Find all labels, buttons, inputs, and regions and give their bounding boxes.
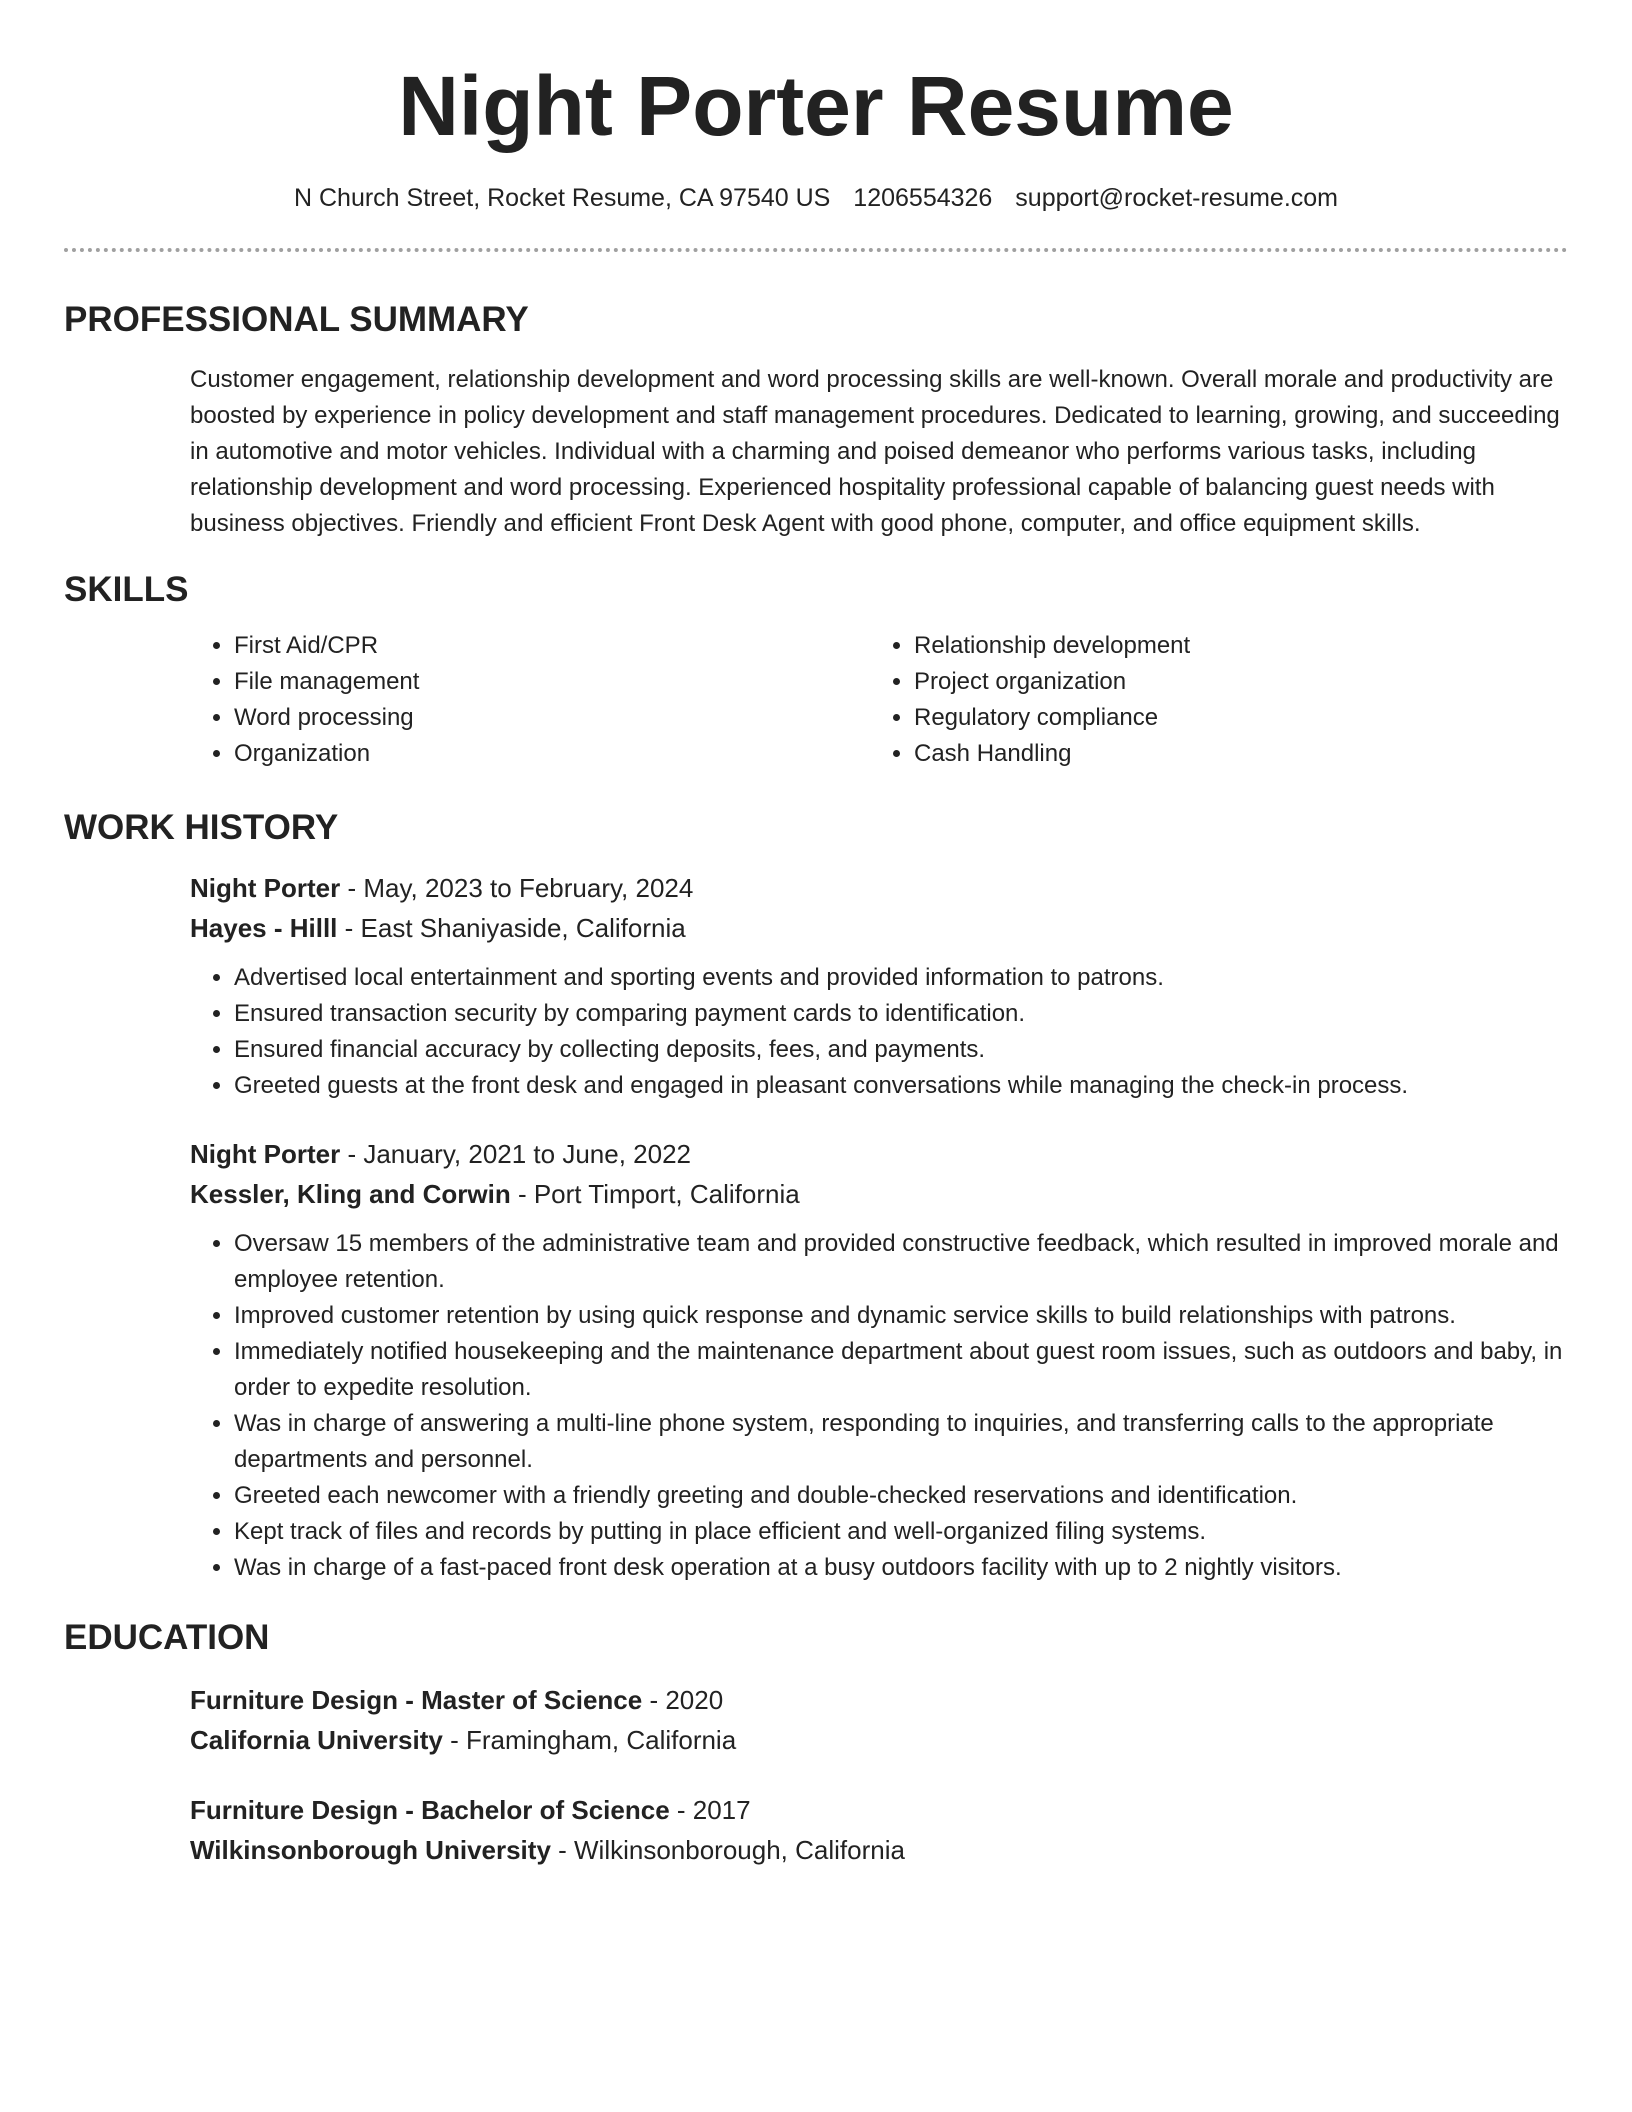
job-entry	[64, 868, 1568, 1104]
education-school-line	[190, 1720, 1568, 1760]
skill-item: • Project organization	[914, 664, 1550, 700]
education-year: - 2020	[642, 1685, 724, 1715]
job-title-line	[190, 868, 1568, 908]
job-entry	[64, 1134, 1568, 1586]
education-school-line	[190, 1830, 1568, 1870]
resume-title: Night Porter Resume	[398, 59, 1234, 153]
job-company-line	[190, 908, 1568, 948]
job-bullet: • Ensured transaction security by comparing payment cards to identification.	[234, 996, 1568, 1032]
education-degree-line	[190, 1680, 1568, 1720]
skill-item: • Regulatory compliance	[914, 700, 1550, 736]
education-entry	[64, 1680, 1568, 1760]
job-bullet: • Ensured financial accuracy by collecting deposits, fees, and payments.	[234, 1032, 1568, 1068]
job-title-line	[190, 1134, 1568, 1174]
job-role: Night Porter	[190, 1139, 341, 1169]
job-dates: - January, 2021 to June, 2022	[340, 1139, 691, 1169]
job-bullet: • Advertised local entertainment and sporting events and provided information to patrons.	[234, 960, 1568, 996]
job-role: Night Porter	[190, 873, 341, 903]
education-degree: Furniture Design - Master of Science	[190, 1685, 643, 1715]
job-bullet: • Oversaw 15 members of the administrative team and provided constructive feedback, which resulted in improved morale and employee retention.	[234, 1226, 1568, 1298]
education-heading: EDUCATION	[64, 1618, 270, 1657]
job-location: - East Shaniyaside, California	[337, 913, 686, 943]
education-degree-line	[190, 1790, 1568, 1830]
skills-heading: SKILLS	[64, 570, 189, 609]
job-location: - Port Timport, California	[510, 1179, 800, 1209]
skills-list	[190, 628, 1568, 772]
education-year: - 2017	[669, 1795, 751, 1825]
work-section	[64, 806, 1568, 1586]
summary-section	[64, 298, 1568, 542]
skill-item: • File management	[234, 664, 870, 700]
skill-item: • Relationship development	[914, 628, 1550, 664]
skills-column-right	[870, 628, 1550, 772]
resume-header	[64, 0, 1568, 214]
job-dates: - May, 2023 to February, 2024	[340, 873, 694, 903]
job-bullet: • Was in charge of a fast-paced front desk operation at a busy outdoors facility with up to 2 nightly visitors.	[234, 1550, 1568, 1586]
skill-item: • Organization	[234, 736, 870, 772]
education-school: Wilkinsonborough University	[190, 1835, 551, 1865]
contact-line	[64, 182, 1568, 214]
job-bullet: • Kept track of files and records by putting in place efficient and well-organized filing systems.	[234, 1514, 1568, 1550]
job-bullet: • Immediately notified housekeeping and the maintenance department about guest room issues, such as outdoors and baby, in order to expedite resolution.	[234, 1334, 1568, 1406]
job-bullet: • Improved customer retention by using quick response and dynamic service skills to build relationships with patrons.	[234, 1298, 1568, 1334]
job-bullet: • Greeted each newcomer with a friendly greeting and double-checked reservations and identification.	[234, 1478, 1568, 1514]
header-divider	[64, 248, 1568, 252]
job-company-line	[190, 1174, 1568, 1214]
skill-item: • Word processing	[234, 700, 870, 736]
contact-email: support@rocket-resume.com	[1015, 184, 1339, 212]
skill-item: • Cash Handling	[914, 736, 1550, 772]
job-company: Hayes - Hilll	[190, 913, 338, 943]
education-degree: Furniture Design - Bachelor of Science	[190, 1795, 670, 1825]
education-location: - Framingham, California	[442, 1725, 737, 1755]
skill-item: • First Aid/CPR	[234, 628, 870, 664]
job-bullets	[190, 1226, 1568, 1586]
work-heading: WORK HISTORY	[64, 808, 339, 847]
summary-text: Customer engagement, relationship development and word processing skills are well-known. Overall morale and productivity are boosted by experience in policy development and staff management procedures. Dedicated to learning, growing, and succeeding in automotive and motor vehicles. Individual with a charming and poised demeanor who performs various tasks, including relationship development and word processing. Experienced hospitality professional capable of balancing guest needs with business objectives. Friendly and efficient Front Desk Agent with good phone, computer, and office equipment skills.	[190, 366, 1560, 537]
job-bullets	[190, 960, 1568, 1104]
skills-column-left	[190, 628, 870, 772]
contact-address: N Church Street, Rocket Resume, CA 97540 US	[293, 184, 831, 212]
contact-phone: 1206554326	[853, 184, 993, 212]
summary-heading: PROFESSIONAL SUMMARY	[64, 300, 529, 339]
skills-section	[64, 568, 1568, 772]
education-school: California University	[190, 1725, 443, 1755]
job-bullet: • Was in charge of answering a multi-line phone system, responding to inquiries, and transferring calls to the appropriate departments and personnel.	[234, 1406, 1568, 1478]
education-section	[64, 1616, 1568, 1870]
job-bullet: • Greeted guests at the front desk and engaged in pleasant conversations while managing the check-in process.	[234, 1068, 1568, 1104]
education-location: - Wilkinsonborough, California	[550, 1835, 905, 1865]
job-company: Kessler, Kling and Corwin	[190, 1179, 511, 1209]
education-entry	[64, 1790, 1568, 1870]
